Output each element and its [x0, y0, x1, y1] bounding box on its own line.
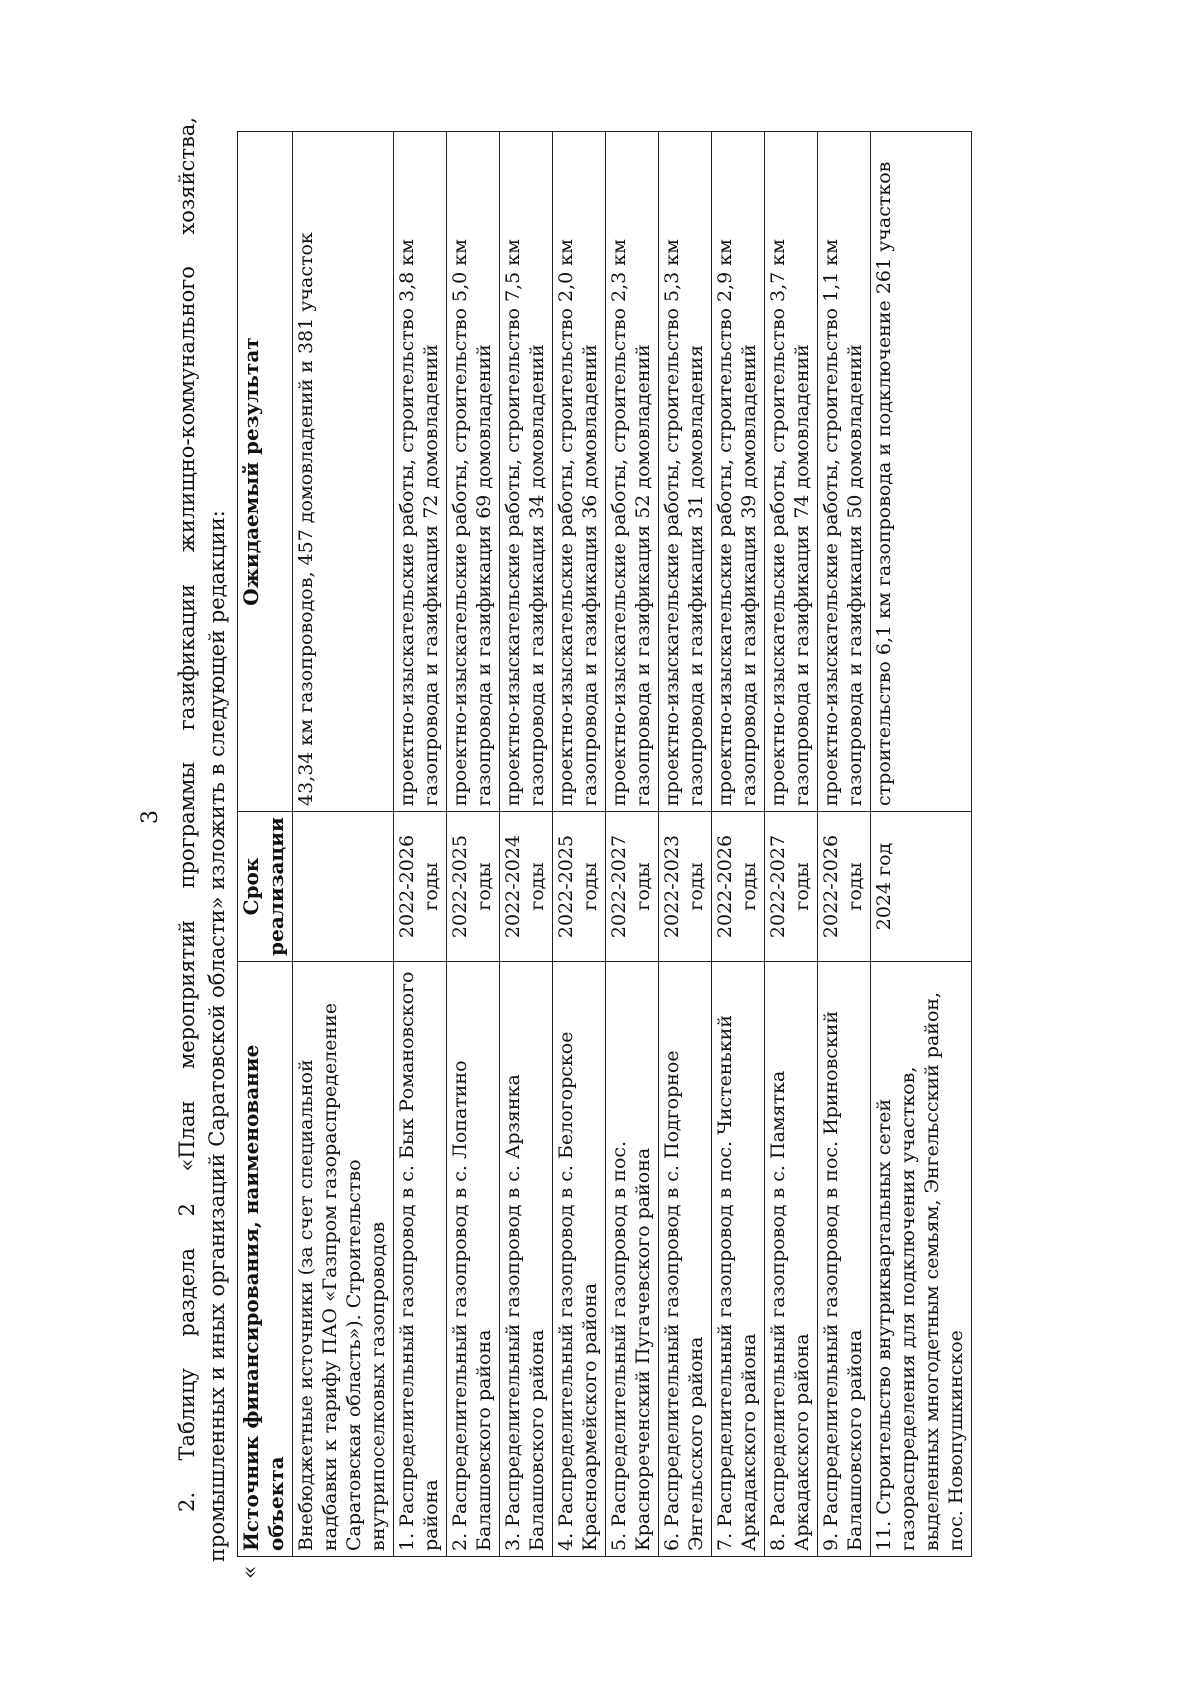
- cell-source: 2. Распределительный газопровод в с. Лопатино Балашовского района: [447, 962, 500, 1557]
- cell-result: строительство 6,1 км газопровода и подключение 261 участков: [871, 132, 972, 812]
- cell-result: проектно-изыскательские работы, строительство 2,3 км газопровода и газификация 52 домовладений: [606, 132, 659, 812]
- table-row: [500, 132, 553, 1557]
- table-row: [293, 132, 394, 1557]
- cell-result: проектно-изыскательские работы, строительство 7,5 км газопровода и газификация 34 домовладений: [500, 132, 553, 812]
- cell-source: 3. Распределительный газопровод в с. Арзянка Балашовского района: [500, 962, 553, 1557]
- table-header-row: [238, 132, 293, 1557]
- table-row: [553, 132, 606, 1557]
- cell-result: проектно-изыскательские работы, строительство 1,1 км газопровода и газификация 50 домовладений: [818, 132, 871, 812]
- cell-term: 2022-2027 годы: [765, 812, 818, 962]
- cell-source: 6. Распределительный газопровод в с. Подгорное Энгельсского района: [659, 962, 712, 1557]
- header-result: Ожидаемый результат: [238, 132, 293, 812]
- table-row: [394, 132, 447, 1557]
- table-row: [765, 132, 818, 1557]
- table-row: [712, 132, 765, 1557]
- header-term: Срок реализации: [238, 812, 293, 962]
- cell-term: 2022-2024 годы: [500, 812, 553, 962]
- page-number: 3: [138, 810, 163, 824]
- table-row: [659, 132, 712, 1557]
- cell-source: 7. Распределительный газопровод в пос. Чистенький Аркадакского района: [712, 962, 765, 1557]
- cell-term: 2022-2026 годы: [394, 812, 447, 962]
- cell-result: проектно-изыскательские работы, строительство 3,7 км газопровода и газификация 74 домовладений: [765, 132, 818, 812]
- cell-source: Внебюджетные источники (за счет специальной надбавки к тарифу ПАО «Газпром газораспределение Саратовская область»). Строительство внутрипоселковых газопроводов: [293, 962, 394, 1557]
- cell-term: 2022-2026 годы: [712, 812, 765, 962]
- table-row: [871, 132, 972, 1557]
- cell-source: 4. Распределительный газопровод в с. Белогорское Красноармейского района: [553, 962, 606, 1557]
- cell-term: 2022-2025 годы: [447, 812, 500, 962]
- cell-source: 8. Распределительный газопровод в с. Памятка Аркадакского района: [765, 962, 818, 1557]
- cell-result: проектно-изыскательские работы, строительство 5,0 км газопровода и газификация 69 домовладений: [447, 132, 500, 812]
- cell-term: 2024 год: [871, 812, 972, 962]
- header-source: Источник финансирования, наименование объекта: [238, 962, 293, 1557]
- table-row: [818, 132, 871, 1557]
- cell-source: 11. Строительство внутриквартальных сетей газораспределения для подключения участков, выделенных многодетным семьям, Энгельсский район, пос. Новопушкинское: [871, 962, 972, 1557]
- cell-result: проектно-изыскательские работы, строительство 2,0 км газопровода и газификация 36 домовладений: [553, 132, 606, 812]
- intro-paragraph: [172, 117, 232, 1562]
- cell-result: 43,34 км газопроводов, 457 домовладений и 381 участок: [293, 132, 394, 812]
- cell-term: [293, 812, 394, 962]
- cell-result: проектно-изыскательские работы, строительство 3,8 км газопровода и газификация 72 домовладений: [394, 132, 447, 812]
- cell-term: 2022-2026 годы: [818, 812, 871, 962]
- cell-source: 1. Распределительный газопровод в с. Бык Романовского района: [394, 962, 447, 1557]
- cell-term: 2022-2025 годы: [553, 812, 606, 962]
- intro-line-1: 2. Таблицу раздела 2 «План мероприятий программы газификации жилищно-коммунального хозяйства,: [175, 117, 199, 1512]
- cell-source: 9. Распределительный газопровод в пос. Ириновский Балашовского района: [818, 962, 871, 1557]
- cell-term: 2022-2027 годы: [606, 812, 659, 962]
- cell-source: 5. Распределительный газопровод в пос. Краснореченский Пугачевского района: [606, 962, 659, 1557]
- table-row: [606, 132, 659, 1557]
- cell-term: 2022-2023 годы: [659, 812, 712, 962]
- activity-plan-table: [237, 131, 972, 1557]
- intro-line-2: промышленных и иных организаций Саратовской области» изложить в следующей редакции:: [205, 510, 229, 1562]
- cell-result: проектно-изыскательские работы, строительство 5,3 км газопровода и газификация 31 домовладения: [659, 132, 712, 812]
- cell-result: проектно-изыскательские работы, строительство 2,9 км газопровода и газификация 39 домовладений: [712, 132, 765, 812]
- opening-quote-mark: «: [238, 1565, 263, 1579]
- table-row: [447, 132, 500, 1557]
